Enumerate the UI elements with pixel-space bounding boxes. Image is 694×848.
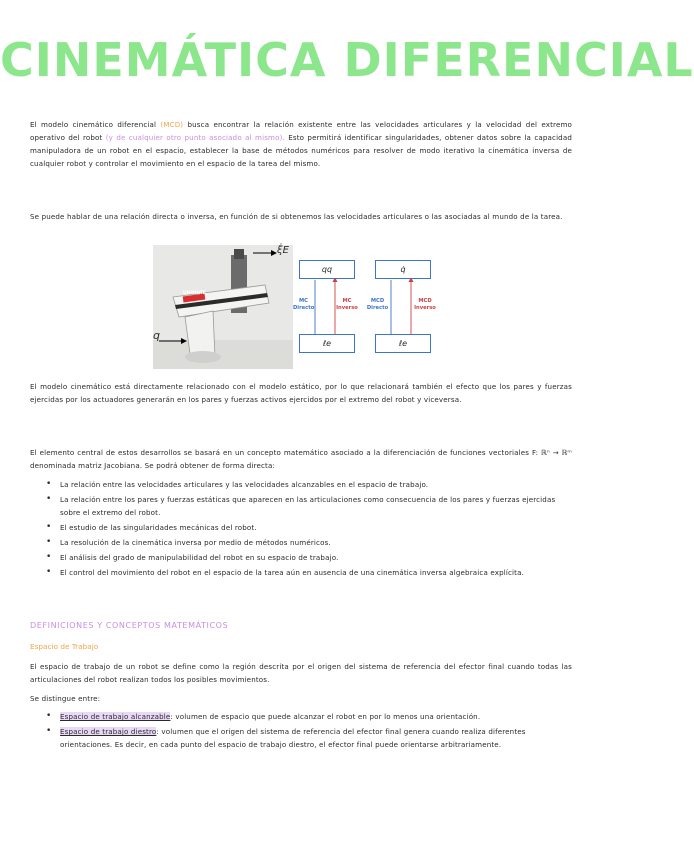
term-dexterous: Espacio de trabajo diestro: [60, 727, 157, 736]
workspace-types-list: [46, 710, 572, 753]
box-end-velocity: ℓe: [375, 334, 431, 353]
term-reachable-def: : volumen de espacio que puede alcanzar el robot en por lo menos una orientación.: [170, 712, 481, 721]
list-item: [46, 710, 572, 723]
intro-text-3: Esto permitirá identificar singularidades, obtener datos sobre la capacidad manipuladora de un robot en el espacio, establecer la base de métodos numéricos para resolver de modo iterativo la cinemática inversa de cualquier robot y controlar el movimiento en el espacio de la tarea del mismo.: [30, 133, 572, 168]
label-mcd-directo: MCD Directo: [366, 298, 389, 311]
intro-text-1: El modelo cinemático diferencial: [30, 120, 161, 129]
robot-image: [153, 245, 293, 369]
list-item: • La relación entre las velocidades articulares y las velocidades alcanzables en el espacio de trabajo.: [46, 478, 572, 491]
intro-note: (y de cualquier otro punto asociado al mismo).: [105, 133, 285, 142]
intro-mcd: (MCD): [160, 120, 184, 129]
list-item: • La relación entre los pares y fuerzas estáticas que aparecen en las articulaciones como consecuencia de los pares y fuerzas ejercidas sobre el extremo del robot.: [46, 493, 572, 519]
paragraph-jacobian: El elemento central de estos desarrollos se basará en un concepto matemático asociado a la diferenciación de funciones vectoriales F: ℝⁿ → ℝᵐ denominada matriz Jacobiana. Se podrá obtener de forma directa:: [30, 448, 572, 470]
list-item: • El análisis del grado de manipulabilidad del robot en su espacio de trabajo.: [46, 551, 572, 564]
list-item: • El estudio de las singularidades mecánicas del robot.: [46, 521, 572, 534]
page-title: CINEMÁTICA DIFERENCIAL: [0, 33, 694, 87]
list-item: • La resolución de la cinemática inversa por medio de métodos numéricos.: [46, 536, 572, 549]
robot-brand-label: UNIMATE: [183, 291, 206, 296]
q-label: q: [153, 329, 160, 342]
list-item: • El control del movimiento del robot en el espacio de la tarea aún en ausencia de una cinemática inversa algebraica explícita.: [46, 566, 572, 579]
jacobian-uses-list: [46, 478, 572, 581]
box-end-position: ℓe: [299, 334, 355, 353]
xi-label: ξ̇E: [277, 245, 289, 256]
box-joint-positions: qq: [299, 260, 355, 279]
paragraph-workspace: El espacio de trabajo de un robot se define como la región descrita por el origen del sistema de referencia del efector final cuando todas las articulaciones del robot realizan todos los posibles movimientos.: [30, 662, 572, 684]
intro-paragraph: [30, 118, 572, 170]
section-title: DEFINICIONES Y CONCEPTOS MATEMÁTICOS: [30, 621, 229, 630]
model-diagram: [293, 250, 443, 360]
term-reachable: Espacio de trabajo alcanzable: [60, 712, 171, 721]
label-mc-directo: MC Directo: [293, 298, 315, 311]
paragraph-distinguish: Se distingue entre:: [30, 694, 101, 703]
intro-text-2: busca encontrar la relación existente entre las velocidades articulares y la velocidad del extremo operativo del robot: [30, 120, 573, 142]
subsection-title: Espacio de Trabajo: [30, 642, 99, 651]
paragraph-static-model: El modelo cinemático está directamente relacionado con el modelo estático, por lo que relacionará también el efecto que los pares y fuerzas ejercidas por los actuadores generarán en los pares y fuerzas activos ejercidos por el extremo del robot y viceversa.: [30, 382, 572, 404]
robot-illustration: [153, 245, 293, 369]
paragraph-relation: Se puede hablar de una relación directa o inversa, en función de si obtenemos las velocidades articulares o las asociadas al mundo de la tarea.: [30, 212, 563, 221]
list-item: [46, 725, 572, 751]
label-mc-inverso: MC Inverso: [336, 298, 358, 311]
label-mcd-inverso: MCD Inverso: [414, 298, 436, 311]
box-joint-velocities: q̇: [375, 260, 431, 279]
term-dexterous-def: : volumen que el origen del sistema de referencia del efector final genera cuando realiza diferentes orientaciones. Es decir, en cada punto del espacio de trabajo diestro, el efector final puede orientarse arbitrariamente.: [60, 727, 526, 749]
